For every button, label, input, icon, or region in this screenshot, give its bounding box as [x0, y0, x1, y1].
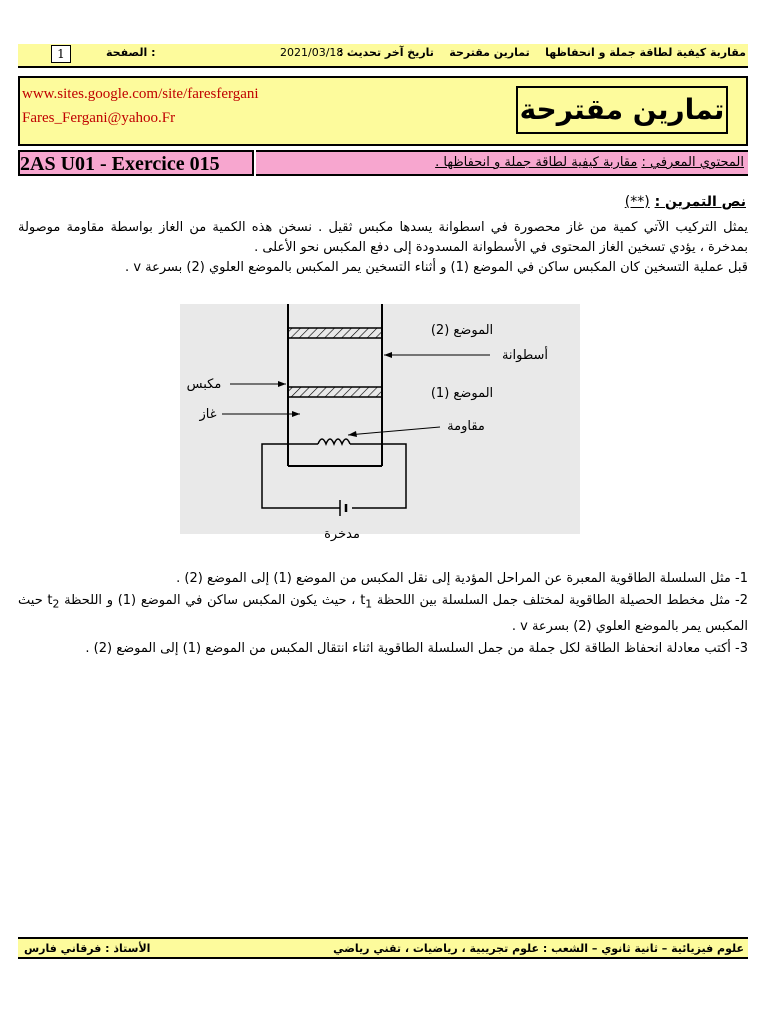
page-title: تمارين مقترحة — [516, 86, 728, 134]
t1-subscript: 1 — [365, 597, 373, 611]
date-label: تاريخ آخر تحديث : — [338, 46, 434, 59]
footer — [18, 937, 748, 959]
question-2-part-a: 2- مثل مخطط الحصيلة الطاقوية لمختلف جمل السلسلة بين اللحظة — [372, 593, 748, 608]
exercise-bar — [18, 150, 748, 176]
exercise-code: 2AS U01 - Exercice 015 — [18, 150, 254, 176]
t2-subscript: 2 — [52, 597, 60, 611]
course-title: مقاربة كيفية لطاقة جملة و انحفاظها — [545, 46, 746, 59]
footer-level: علوم فيزيائية – ثانية ثانوي – الشعب : علوم تجريبية ، رياضيات ، تقني رياضي — [333, 942, 744, 955]
time-t2 — [47, 593, 60, 611]
email-link[interactable]: Fares_Fergani@yahoo.Fr — [22, 110, 176, 126]
statement-paragraph-2: قبل عملية التسخين كان المكبس ساكن في الموضع (1) و أثناء التسخين يمر المكبس بالموضع العلوي (2) بسرعة v . — [125, 260, 748, 275]
top-header-strip — [18, 44, 748, 68]
statement-heading-label: نص التمرين : — [654, 194, 746, 210]
page-label: الصفحة : — [106, 46, 156, 59]
label-cylinder: أسطوانة — [501, 348, 549, 363]
question-1: 1- مثل السلسلة الطاقوية المعبرة عن المراحل المؤدية إلى نقل المكبس من الموضع (1) إلى الموضع (2) . — [176, 571, 748, 586]
page-number: 1 — [51, 45, 71, 63]
questions — [18, 568, 748, 660]
statement-text — [18, 218, 748, 278]
label-resistor: مقاومة — [447, 419, 485, 434]
label-position-2: الموضع (2) — [430, 323, 494, 338]
question-2-part-c: حيث المكبس يمر بالموضع العلوي (2) بسرعة v . — [18, 593, 748, 634]
label-battery: مدخرة — [324, 527, 360, 542]
header-box — [18, 76, 748, 146]
piston-position-1 — [288, 387, 382, 397]
question-2-part-b: ، حيث يكون المكبس ساكن في الموضع (1) و اللحظة — [59, 593, 361, 608]
content-strip — [256, 150, 748, 176]
footer-teacher: الأستاذ : فرقاني فارس — [24, 942, 151, 955]
update-date: 2021/03/18 — [280, 46, 344, 59]
section-title: تمارين مقترحة — [449, 46, 530, 59]
time-t1 — [360, 593, 373, 611]
course-breadcrumb — [339, 46, 746, 59]
difficulty-badge: (**) — [624, 194, 650, 210]
question-3: 3- أكتب معادلة انحفاظ الطاقة لكل جملة من جمل السلسلة الطاقوية اثناء انتقال المكبس من الموضع (1) إلى الموضع (2) . — [85, 640, 748, 656]
apparatus-figure — [180, 304, 580, 544]
question-2 — [18, 590, 748, 638]
t1-symbol: t — [360, 593, 366, 608]
label-gas: غاز — [199, 407, 217, 422]
statement-heading — [625, 194, 746, 210]
content-value: مقاربة كيفية لطاقة جملة و انحفاظها . — [435, 155, 638, 170]
label-piston: مكبس — [186, 377, 222, 392]
statement-paragraph-1: يمثل التركيب الآتي كمية من غاز محصورة في اسطوانة يسدها مكبس ثقيل . نسخن هذه الكمية من الغاز بواسطة مقاومة موصولة بمدخرة ، يؤدي تسخين الغاز المحتوى في الأسطوانة المسدودة إلى دفع المكبس نحو الأعلى . — [18, 220, 748, 255]
website-link[interactable]: www.sites.google.com/site/faresfergani — [22, 86, 259, 102]
piston-position-2 — [288, 328, 382, 338]
content-label: المحتوي المعرفي : — [641, 155, 744, 170]
t2-symbol: t — [47, 593, 53, 608]
label-position-1: الموضع (1) — [430, 386, 494, 401]
